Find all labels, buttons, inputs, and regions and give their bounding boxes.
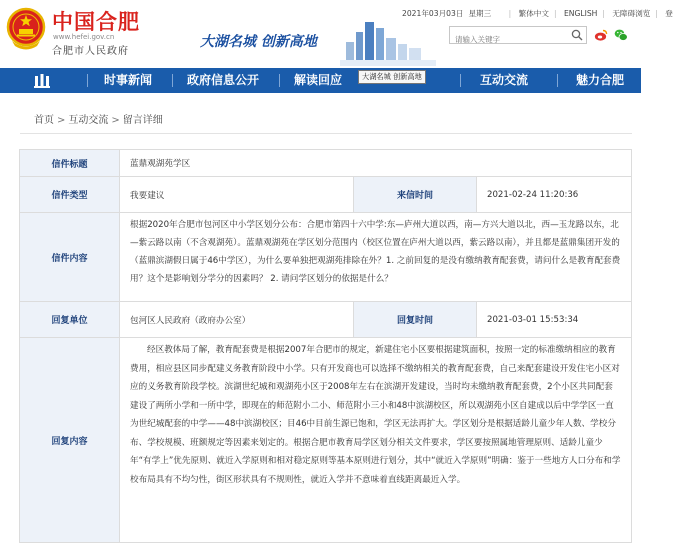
reply-time: 2021-03-01 15:53:34: [477, 302, 632, 338]
traditional-chinese-link[interactable]: 繁体中文: [518, 9, 549, 18]
header-slogan: 大湖名城 创新高地: [200, 34, 317, 50]
city-skyline-illustration: [340, 14, 436, 66]
site-government-name: 合肥市人民政府: [52, 46, 129, 57]
letter-content: 根据2020年合肥市包河区中小学区划分公布：合肥市第四十六中学:东—庐州大道以西，南—方兴大道以北，西—玉龙路以东，北—紫云路以南（不含观湖苑）。蓝鼎观湖苑在学区划分范围内（校区位置在庐州大道以西，紫云路以南），并且都是蓝鼎集团开发的（蓝鼎滨湖假日属于46中学区），为什么要单独把观湖苑排除在外？1. 之前回复的是没有缴纳教育配套费，请问什么是教育配套费用？这个是影响划分学分的因素吗？ 2. 请问学区划分的依据是什么？: [120, 213, 632, 302]
reply-unit: 包河区人民政府（政府办公室）: [120, 302, 354, 338]
site-header: [0, 0, 673, 68]
content-label: 信件内容: [20, 213, 120, 302]
table-row: [20, 213, 632, 302]
letter-detail-table: [19, 149, 632, 543]
table-row: [20, 177, 632, 213]
breadcrumb-home[interactable]: 首页: [34, 115, 54, 126]
reply-content-cell: [120, 338, 632, 543]
home-building-icon[interactable]: [34, 73, 50, 88]
nav-divider: [557, 74, 558, 87]
breadcrumb: 首页 > 互动交流 > 留言详细: [34, 115, 163, 126]
nav-divider: [460, 74, 461, 87]
nav-divider: [279, 74, 280, 87]
current-weekday: 星期三: [468, 9, 492, 18]
login-link[interactable]: 登: [665, 9, 673, 18]
tooltip: 大湖名城 创新高地: [358, 70, 426, 84]
nav-item-interaction[interactable]: 互动交流: [479, 73, 528, 87]
table-row: [20, 338, 632, 543]
nav-item-charm-hefei[interactable]: 魅力合肥: [575, 73, 624, 87]
search-input[interactable]: [450, 32, 570, 48]
nav-item-gov-info[interactable]: 政府信息公开: [186, 73, 259, 87]
letter-time: 2021-02-24 11:20:36: [477, 177, 632, 213]
social-links: [592, 27, 638, 43]
divider: [20, 133, 632, 134]
english-link[interactable]: ENGLISH: [563, 9, 598, 18]
reply-content-label: 回复内容: [20, 338, 120, 543]
letter-title: 蓝鼎观湖苑学区: [120, 150, 632, 177]
wechat-icon[interactable]: [614, 28, 628, 42]
search-box: [449, 26, 587, 44]
accessibility-link[interactable]: 无障碍浏览: [612, 9, 651, 18]
nav-item-news[interactable]: 时事新闻: [103, 73, 152, 87]
site-name: 中国合肥: [52, 9, 140, 34]
top-utility-bar: 2021年03月03日 星期三 | 繁体中文 | ENGLISH | 无障碍浏览 | 登: [402, 9, 673, 18]
reply-time-label: 回复时间: [354, 302, 477, 338]
reply-unit-label: 回复单位: [20, 302, 120, 338]
nav-item-interpretation[interactable]: 解读回应: [293, 73, 342, 87]
reply-content: 经区教体局了解，教育配套费是根据2007年合肥市的规定，新建住宅小区要根据建筑面积，按照一定的标准缴纳相应的教育费用，相应县区同步配建义务教育阶段中小学。只有开发商也可以选择不缴纳相关的教育配套费，自己来配套建设开发住宅小区对应的义务教育阶段学校。滨湖世纪城和观湖苑小区于2008年左右在滨湖开发建设，当时均未缴纳教育配套费，2个小区共同配套建设了两所小学和一所中学，即现在的师范附小二小、师范附小三小和48中滨湖校区，所以观湖苑小区自建成以后中学学区一直为世纪城配套的中学——48中滨湖校区；目46中目前生源已饱和，学区无法再扩大。学区划分是根据适龄儿童少年人数、学校分布、学校规模、班额规定等因素来划定的。根据合肥市教育局学区划分相关文件要求，学区要按照属地管理原则、适龄儿童少年“有学上”优先原则、就近入学原则和相对稳定原则等基本原则进行划分，其中“就近入学原则”明确：鉴于一些地方人口分布和学校布局具有不均匀性，街区形状具有不规则性，就近入学并不意味着直线距离最近入学。: [130, 345, 621, 485]
national-emblem-icon: [6, 6, 46, 52]
table-row: [20, 150, 632, 177]
time-label: 来信时间: [354, 177, 477, 213]
type-label: 信件类型: [20, 177, 120, 213]
site-url: www.hefei.gov.cn: [53, 33, 115, 41]
nav-divider: [172, 74, 173, 87]
weibo-icon[interactable]: [594, 28, 608, 42]
table-row: [20, 302, 632, 338]
title-label: 信件标题: [20, 150, 120, 177]
breadcrumb-current: 留言详细: [122, 115, 163, 126]
search-icon[interactable]: [571, 29, 583, 41]
main-nav: [0, 68, 641, 93]
breadcrumb-interaction[interactable]: 互动交流: [68, 115, 109, 126]
nav-divider: [87, 74, 88, 87]
current-date: 2021年03月03日: [402, 9, 464, 18]
letter-type: 我要建议: [120, 177, 354, 213]
